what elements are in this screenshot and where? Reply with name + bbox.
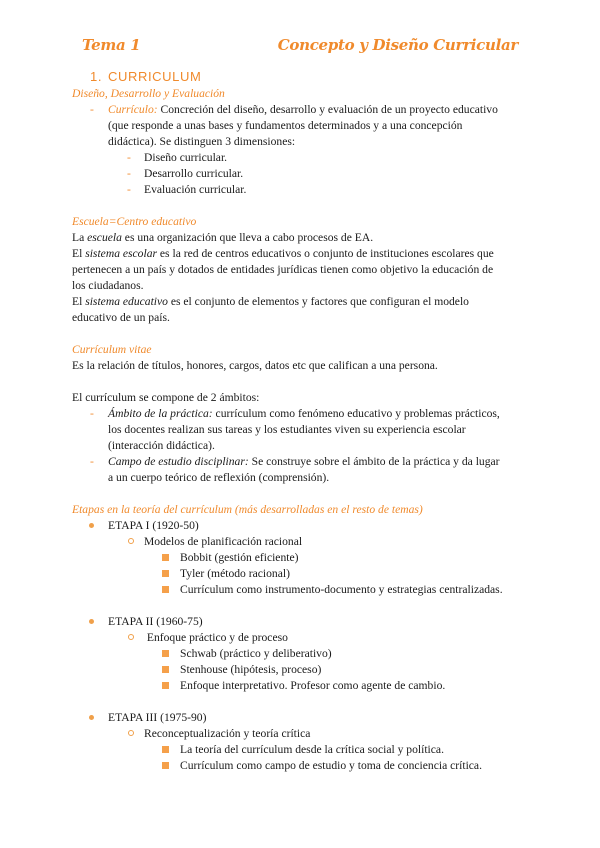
square-bullet-icon bbox=[162, 650, 169, 657]
curriculo-text-1: Concreción del diseño, desarrollo y evaluación de un proyecto educativo bbox=[160, 103, 498, 116]
item-text: Bobbit (gestión eficiente) bbox=[180, 551, 299, 564]
item-text: La teoría del currículum desde la crítica social y política. bbox=[180, 743, 444, 756]
text: a un cuerpo teórico de reflexión (comprensión). bbox=[108, 471, 330, 484]
dimension-item bbox=[72, 182, 520, 198]
text: educativo de un país. bbox=[72, 311, 170, 324]
document-body bbox=[72, 68, 520, 774]
text: (interacción didáctica). bbox=[108, 439, 215, 452]
section-heading bbox=[90, 68, 520, 86]
text: El bbox=[72, 247, 86, 260]
item-text: Stenhouse (hipótesis, proceso) bbox=[180, 663, 322, 676]
header-topic: Tema 1 bbox=[82, 36, 141, 54]
text: es la red de centros educativos o conjunto de instituciones escolares que bbox=[157, 247, 494, 260]
text: es el conjunto de elementos y factores que configuran el modelo bbox=[167, 295, 469, 308]
etapa-title: ETAPA I (1920-50) bbox=[108, 519, 199, 532]
etapa-item bbox=[72, 742, 520, 758]
subheading-etapas: Etapas en la teoría del currículum (más desarrolladas en el resto de temas) bbox=[72, 503, 423, 516]
text: los docentes realizan sus tareas y los estudiantes viven su experiencia escolar bbox=[108, 423, 466, 436]
etapa-model bbox=[72, 534, 520, 550]
dash-marker: - bbox=[90, 455, 94, 468]
item-text: Currículum como campo de estudio y toma de conciencia crítica. bbox=[180, 759, 482, 772]
bullet-icon bbox=[89, 619, 94, 624]
square-bullet-icon bbox=[162, 666, 169, 673]
header-title: Concepto y Diseño Curricular bbox=[277, 36, 518, 54]
text: currículum como fenómeno educativo y problemas prácticos, bbox=[212, 407, 500, 420]
subheading-vitae: Currículum vitae bbox=[72, 343, 152, 356]
text: El bbox=[72, 295, 86, 308]
etapa-title: ETAPA II (1960-75) bbox=[108, 615, 203, 628]
square-bullet-icon bbox=[162, 682, 169, 689]
etapa-model bbox=[72, 630, 520, 646]
model-text: Modelos de planificación racional bbox=[144, 535, 303, 548]
term-sistema-educativo: sistema educativo bbox=[85, 295, 168, 308]
curriculo-text-2: (que responde a unas bases y fundamentos determinados y a una concepción bbox=[108, 119, 463, 132]
subheading-escuela: Escuela=Centro educativo bbox=[72, 215, 197, 228]
etapa-item bbox=[72, 550, 520, 566]
square-bullet-icon bbox=[162, 570, 169, 577]
section-title: CURRICULUM bbox=[108, 69, 202, 84]
page-header bbox=[0, 36, 600, 60]
term-sistema-escolar: sistema escolar bbox=[85, 247, 158, 260]
text: La bbox=[72, 231, 88, 244]
curriculo-term: Currículo: bbox=[108, 103, 158, 116]
etapa-title: ETAPA III (1975-90) bbox=[108, 711, 207, 724]
model-text: Reconceptualización y teoría crítica bbox=[144, 727, 311, 740]
square-bullet-icon bbox=[162, 586, 169, 593]
model-text: Enfoque práctico y de proceso bbox=[144, 631, 288, 644]
square-bullet-icon bbox=[162, 554, 169, 561]
etapa-item bbox=[72, 646, 520, 662]
subheading-diseno: Diseño, Desarrollo y Evaluación bbox=[72, 87, 225, 100]
text: Se construye sobre el ámbito de la práctica y da lugar bbox=[248, 455, 500, 468]
item-text: Enfoque interpretativo. Profesor como agente de cambio. bbox=[180, 679, 446, 692]
curriculo-definition bbox=[72, 102, 520, 150]
ambitos-intro: El currículum se compone de 2 ámbitos: bbox=[72, 391, 260, 404]
dimension-item bbox=[72, 166, 520, 182]
dash-marker: - bbox=[127, 151, 131, 164]
dash-marker: - bbox=[90, 103, 94, 116]
term-escuela: escuela bbox=[87, 231, 122, 244]
dimension-text: Evaluación curricular. bbox=[144, 183, 247, 196]
dash-marker: - bbox=[127, 183, 131, 196]
curriculo-text-3: didáctica). Se distinguen 3 dimensiones: bbox=[108, 135, 296, 148]
etapa-item bbox=[72, 582, 520, 598]
etapa-model bbox=[72, 726, 520, 742]
dash-marker: - bbox=[90, 407, 94, 420]
bullet-icon bbox=[89, 523, 94, 528]
etapa-item bbox=[72, 662, 520, 678]
text: pertenecen a un país y dotados de entidades jurídicas tienen como objetivo la educación de bbox=[72, 263, 494, 276]
bullet-icon bbox=[89, 715, 94, 720]
ambito-practica-term: Ámbito de la práctica: bbox=[108, 407, 213, 420]
circle-bullet-icon bbox=[128, 538, 134, 544]
etapa-item bbox=[72, 758, 520, 774]
ambito-practica bbox=[72, 406, 520, 454]
etapa-2 bbox=[72, 614, 520, 630]
circle-bullet-icon bbox=[128, 634, 134, 640]
text: es una organización que lleva a cabo procesos de EA. bbox=[121, 231, 374, 244]
ambito-disciplinar bbox=[72, 454, 520, 486]
dash-marker: - bbox=[127, 167, 131, 180]
ambito-disciplinar-term: Campo de estudio disciplinar: bbox=[108, 455, 249, 468]
paragraph-escuela bbox=[72, 230, 520, 326]
dimension-text: Desarrollo curricular. bbox=[144, 167, 244, 180]
item-text: Currículum como instrumento-documento y estrategias centralizadas. bbox=[180, 583, 503, 596]
section-number: 1. bbox=[90, 69, 103, 84]
dimension-text: Diseño curricular. bbox=[144, 151, 228, 164]
etapa-1 bbox=[72, 518, 520, 534]
square-bullet-icon bbox=[162, 746, 169, 753]
vitae-definition: Es la relación de títulos, honores, cargos, datos etc que califican a una persona. bbox=[72, 359, 438, 372]
etapa-3 bbox=[72, 710, 520, 726]
dimension-item bbox=[72, 150, 520, 166]
item-text: Schwab (práctico y deliberativo) bbox=[180, 647, 332, 660]
etapa-item bbox=[72, 678, 520, 694]
text: los ciudadanos. bbox=[72, 279, 144, 292]
item-text: Tyler (método racional) bbox=[180, 567, 290, 580]
square-bullet-icon bbox=[162, 762, 169, 769]
etapa-item bbox=[72, 566, 520, 582]
circle-bullet-icon bbox=[128, 730, 134, 736]
